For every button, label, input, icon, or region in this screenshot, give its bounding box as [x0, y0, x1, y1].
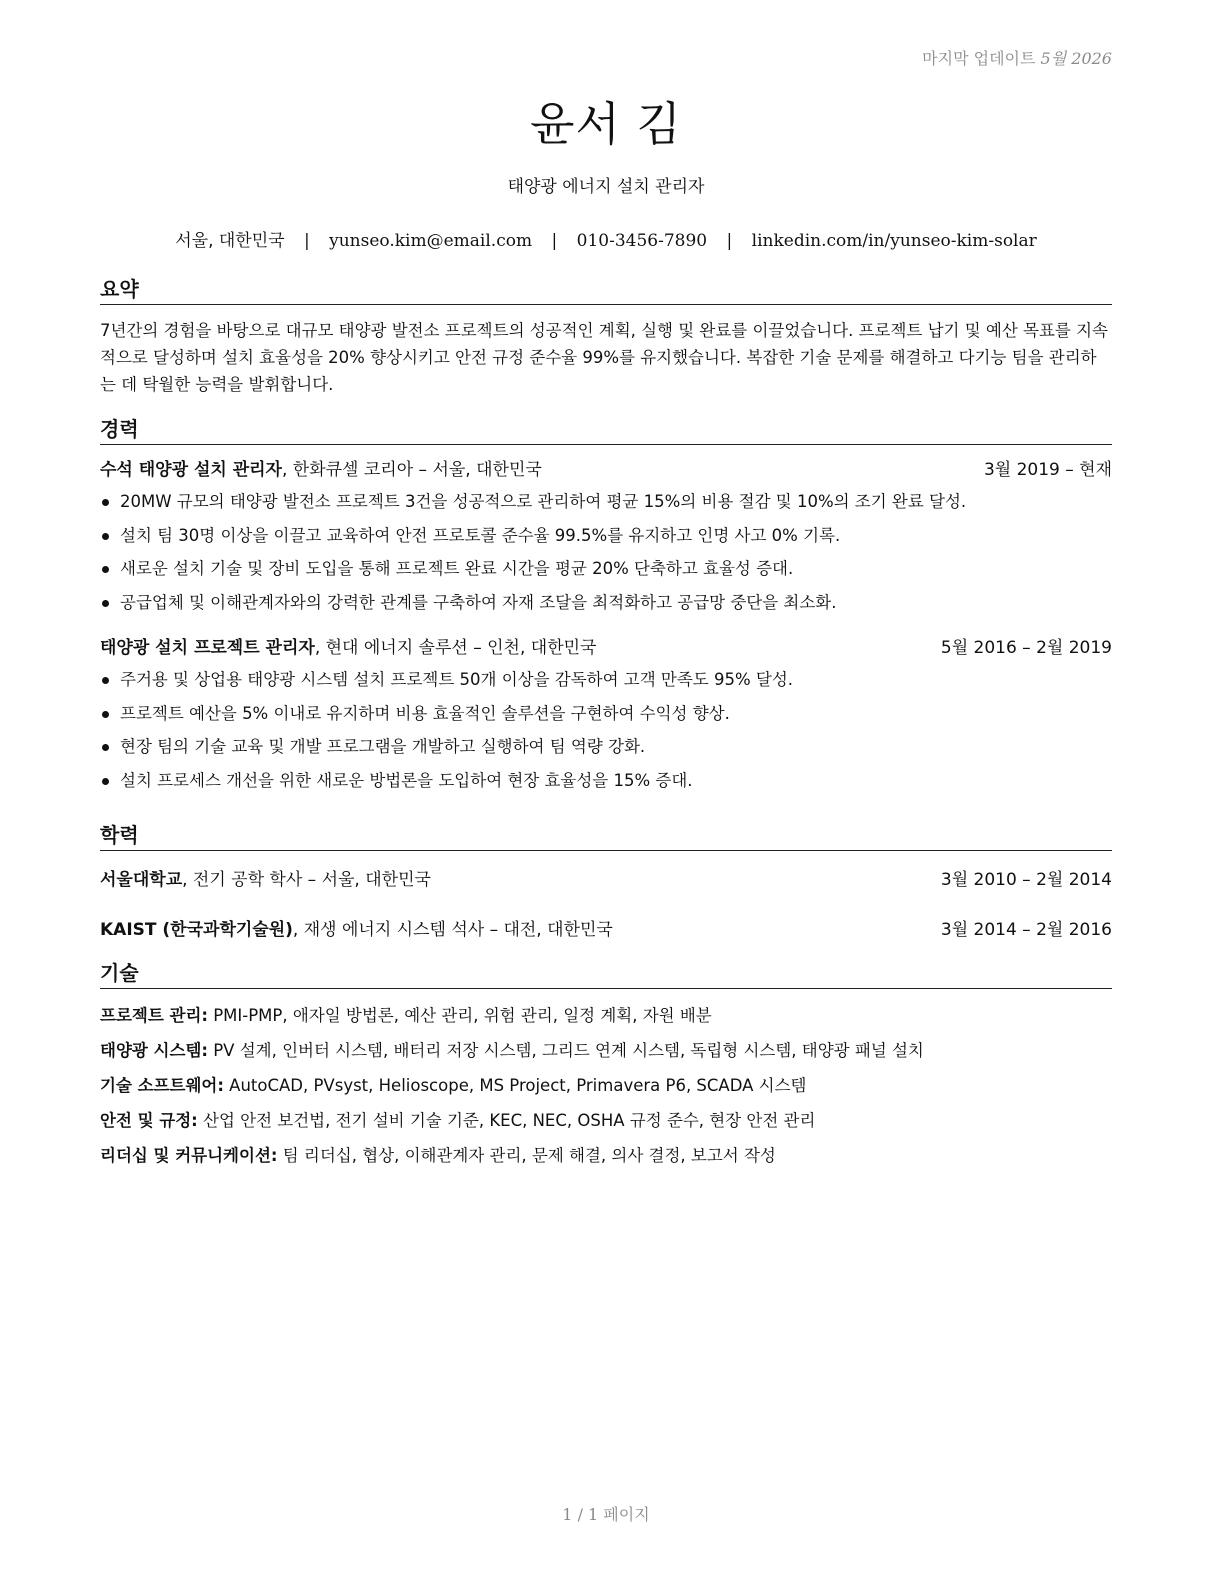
- skill-value: 산업 안전 보건법, 전기 설비 기술 기준, KEC, NEC, OSHA 규정 준수, 현장 안전 관리: [197, 1111, 816, 1130]
- skill-value: 팀 리더십, 협상, 이해관계자 관리, 문제 해결, 의사 결정, 보고서 작성: [277, 1146, 776, 1165]
- skill-row: [100, 1036, 1112, 1071]
- job-bullet: 설치 프로세스 개선을 위한 새로운 방법론을 도입하여 현장 효율성을 15% 증대.: [100, 766, 1112, 800]
- education-title: 학력: [100, 822, 1112, 851]
- skill-row: [100, 1071, 1112, 1106]
- skill-label: 기술 소프트웨어:: [100, 1076, 224, 1095]
- last-updated: [922, 46, 1112, 69]
- education-entry: [100, 917, 1112, 943]
- page-number: 1 / 1 페이지: [562, 1505, 650, 1524]
- skill-row: [100, 1141, 1112, 1176]
- skill-label: 안전 및 규정:: [100, 1111, 198, 1130]
- skills-section: [100, 960, 1112, 1176]
- summary-title: 요약: [100, 276, 1112, 305]
- job-bullet: 20MW 규모의 태양광 발전소 프로젝트 3건을 성공적으로 관리하여 평균 15%의 비용 절감 및 10%의 조기 완료 달성.: [100, 487, 1112, 521]
- contact-separator: |: [303, 231, 310, 251]
- education-school: KAIST (한국과학기술원): [100, 920, 293, 940]
- education-detail: , 전기 공학 학사 – 서울, 대한민국: [182, 870, 431, 890]
- contact-email[interactable]: yunseo.kim@email.com: [329, 231, 533, 251]
- job-org: , 한화큐셀 코리아 – 서울, 대한민국: [281, 460, 542, 480]
- resume-page: [100, 0, 1112, 1584]
- last-updated-date: 5월 2026: [1040, 49, 1112, 68]
- education-detail: , 재생 에너지 시스템 석사 – 대전, 대한민국: [292, 920, 613, 940]
- contact-phone: 010-3456-7890: [576, 231, 708, 251]
- job-bullet: 새로운 설치 기술 및 장비 도입을 통해 프로젝트 완료 시간을 평균 20% 단축하고 효율성 증대.: [100, 554, 1112, 588]
- skill-value: PMI-PMP, 애자일 방법론, 예산 관리, 위험 관리, 일정 계획, 자원 배분: [207, 1006, 712, 1025]
- education-section: [100, 822, 1112, 943]
- last-updated-label: 마지막 업데이트: [922, 49, 1036, 68]
- skill-value: AutoCAD, PVsyst, Helioscope, MS Project, Primavera P6, SCADA 시스템: [223, 1076, 807, 1095]
- candidate-role: 태양광 에너지 설치 관리자: [507, 177, 705, 197]
- job-dates: 5월 2016 – 2월 2019: [940, 638, 1112, 658]
- contact-separator: |: [726, 231, 733, 251]
- job-org: , 현대 에너지 솔루션 – 인천, 대한민국: [314, 638, 597, 658]
- skill-label: 태양광 시스템:: [100, 1041, 208, 1060]
- job-bullet: 공급업체 및 이해관계자와의 강력한 관계를 구축하여 자재 조달을 최적화하고 공급망 중단을 최소화.: [100, 588, 1112, 622]
- job-bullet: 주거용 및 상업용 태양광 시스템 설치 프로젝트 50개 이상을 감독하여 고객 만족도 95% 달성.: [100, 665, 1112, 699]
- education-dates: 3월 2010 – 2월 2014: [940, 870, 1112, 890]
- skills-title: 기술: [100, 960, 1112, 989]
- job-position: 태양광 설치 프로젝트 관리자: [100, 638, 315, 658]
- contact-linkedin[interactable]: linkedin.com/in/yunseo-kim-solar: [751, 231, 1037, 251]
- job-bullets: [100, 487, 1112, 621]
- contact-line: [100, 226, 1112, 251]
- education-entry: [100, 867, 1112, 893]
- job-entry: [100, 457, 1112, 621]
- job-position: 수석 태양광 설치 관리자: [100, 460, 282, 480]
- job-bullet: 설치 팀 30명 이상을 이끌고 교육하여 안전 프로토콜 준수율 99.5%를 유지하고 인명 사고 0% 기록.: [100, 521, 1112, 555]
- job-header: [100, 457, 1112, 483]
- job-header: [100, 635, 1112, 661]
- skill-label: 리더십 및 커뮤니케이션:: [100, 1146, 278, 1165]
- candidate-name: 윤서 김: [530, 97, 682, 151]
- contact-location: 서울, 대한민국: [175, 231, 285, 251]
- skill-row: [100, 1001, 1112, 1036]
- experience-title: 경력: [100, 416, 1112, 445]
- summary-section: [100, 276, 1112, 398]
- skill-label: 프로젝트 관리:: [100, 1006, 208, 1025]
- job-entry: [100, 635, 1112, 799]
- contact-separator: |: [551, 231, 558, 251]
- experience-section: [100, 416, 1112, 799]
- job-bullet: 현장 팀의 기술 교육 및 개발 프로그램을 개발하고 실행하여 팀 역량 강화.: [100, 732, 1112, 766]
- skill-row: [100, 1106, 1112, 1141]
- job-bullets: [100, 665, 1112, 799]
- skill-value: PV 설계, 인버터 시스템, 배터리 저장 시스템, 그리드 연계 시스템, 독립형 시스템, 태양광 패널 설치: [207, 1041, 924, 1060]
- job-dates: 3월 2019 – 현재: [983, 460, 1112, 480]
- education-dates: 3월 2014 – 2월 2016: [940, 920, 1112, 940]
- education-school: 서울대학교: [100, 870, 183, 890]
- summary-text: 7년간의 경험을 바탕으로 대규모 태양광 발전소 프로젝트의 성공적인 계획, 실행 및 완료를 이끌었습니다. 프로젝트 납기 및 예산 목표를 지속적으로 달성하며 설치 효율성을 20% 향상시키고 안전 규정 준수율 99%를 유지했습니다. 복잡한 기술 문제를 해결하고 다기능 팀을 관리하는 데 탁월한 능력을 발휘합니다.: [100, 321, 1108, 394]
- job-bullet: 프로젝트 예산을 5% 이내로 유지하며 비용 효율적인 솔루션을 구현하여 수익성 향상.: [100, 699, 1112, 733]
